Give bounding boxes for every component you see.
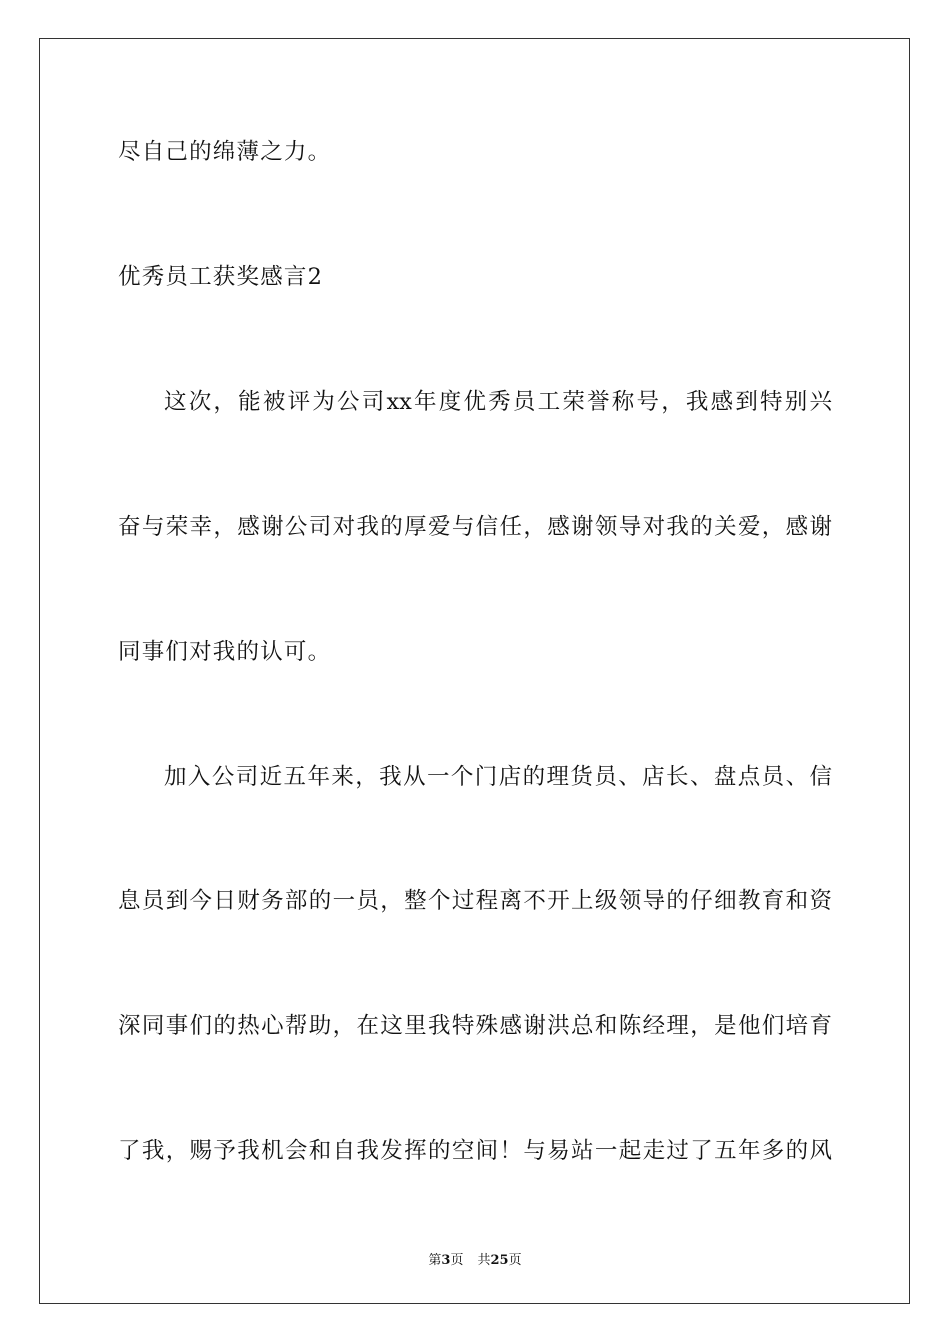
paragraph-line-2: 这次，能被评为公司xx年度优秀员工荣誉称号，我感到特别兴 xyxy=(164,389,832,415)
total-suffix: 页 xyxy=(508,1253,522,1268)
paragraph-line-1: 尽自己的绵薄之力。 xyxy=(118,139,332,165)
paragraph-line-5: 加入公司近五年来，我从一个门店的理货员、店长、盘点员、信 xyxy=(164,764,832,790)
paragraph-line-3: 奋与荣幸，感谢公司对我的厚爱与信任，感谢领导对我的关爱，感谢 xyxy=(118,514,832,540)
paragraph-line-4: 同事们对我的认可。 xyxy=(118,639,332,665)
paragraph-line-6: 息员到今日财务部的一员，整个过程离不开上级领导的仔细教育和资 xyxy=(118,888,832,914)
page-footer xyxy=(0,1249,950,1268)
paragraph-line-8: 了我，赐予我机会和自我发挥的空间！与易站一起走过了五年多的风 xyxy=(118,1138,832,1164)
page-border xyxy=(39,38,910,1304)
page-number: 3 xyxy=(441,1253,451,1268)
total-pages: 25 xyxy=(490,1253,509,1268)
page-prefix: 第 xyxy=(428,1253,442,1268)
section-heading: 优秀员工获奖感言2 xyxy=(118,264,324,290)
page-suffix: 页 xyxy=(450,1253,464,1268)
paragraph-line-7: 深同事们的热心帮助，在这里我特殊感谢洪总和陈经理，是他们培育 xyxy=(118,1013,832,1039)
total-prefix: 共 xyxy=(477,1253,491,1268)
